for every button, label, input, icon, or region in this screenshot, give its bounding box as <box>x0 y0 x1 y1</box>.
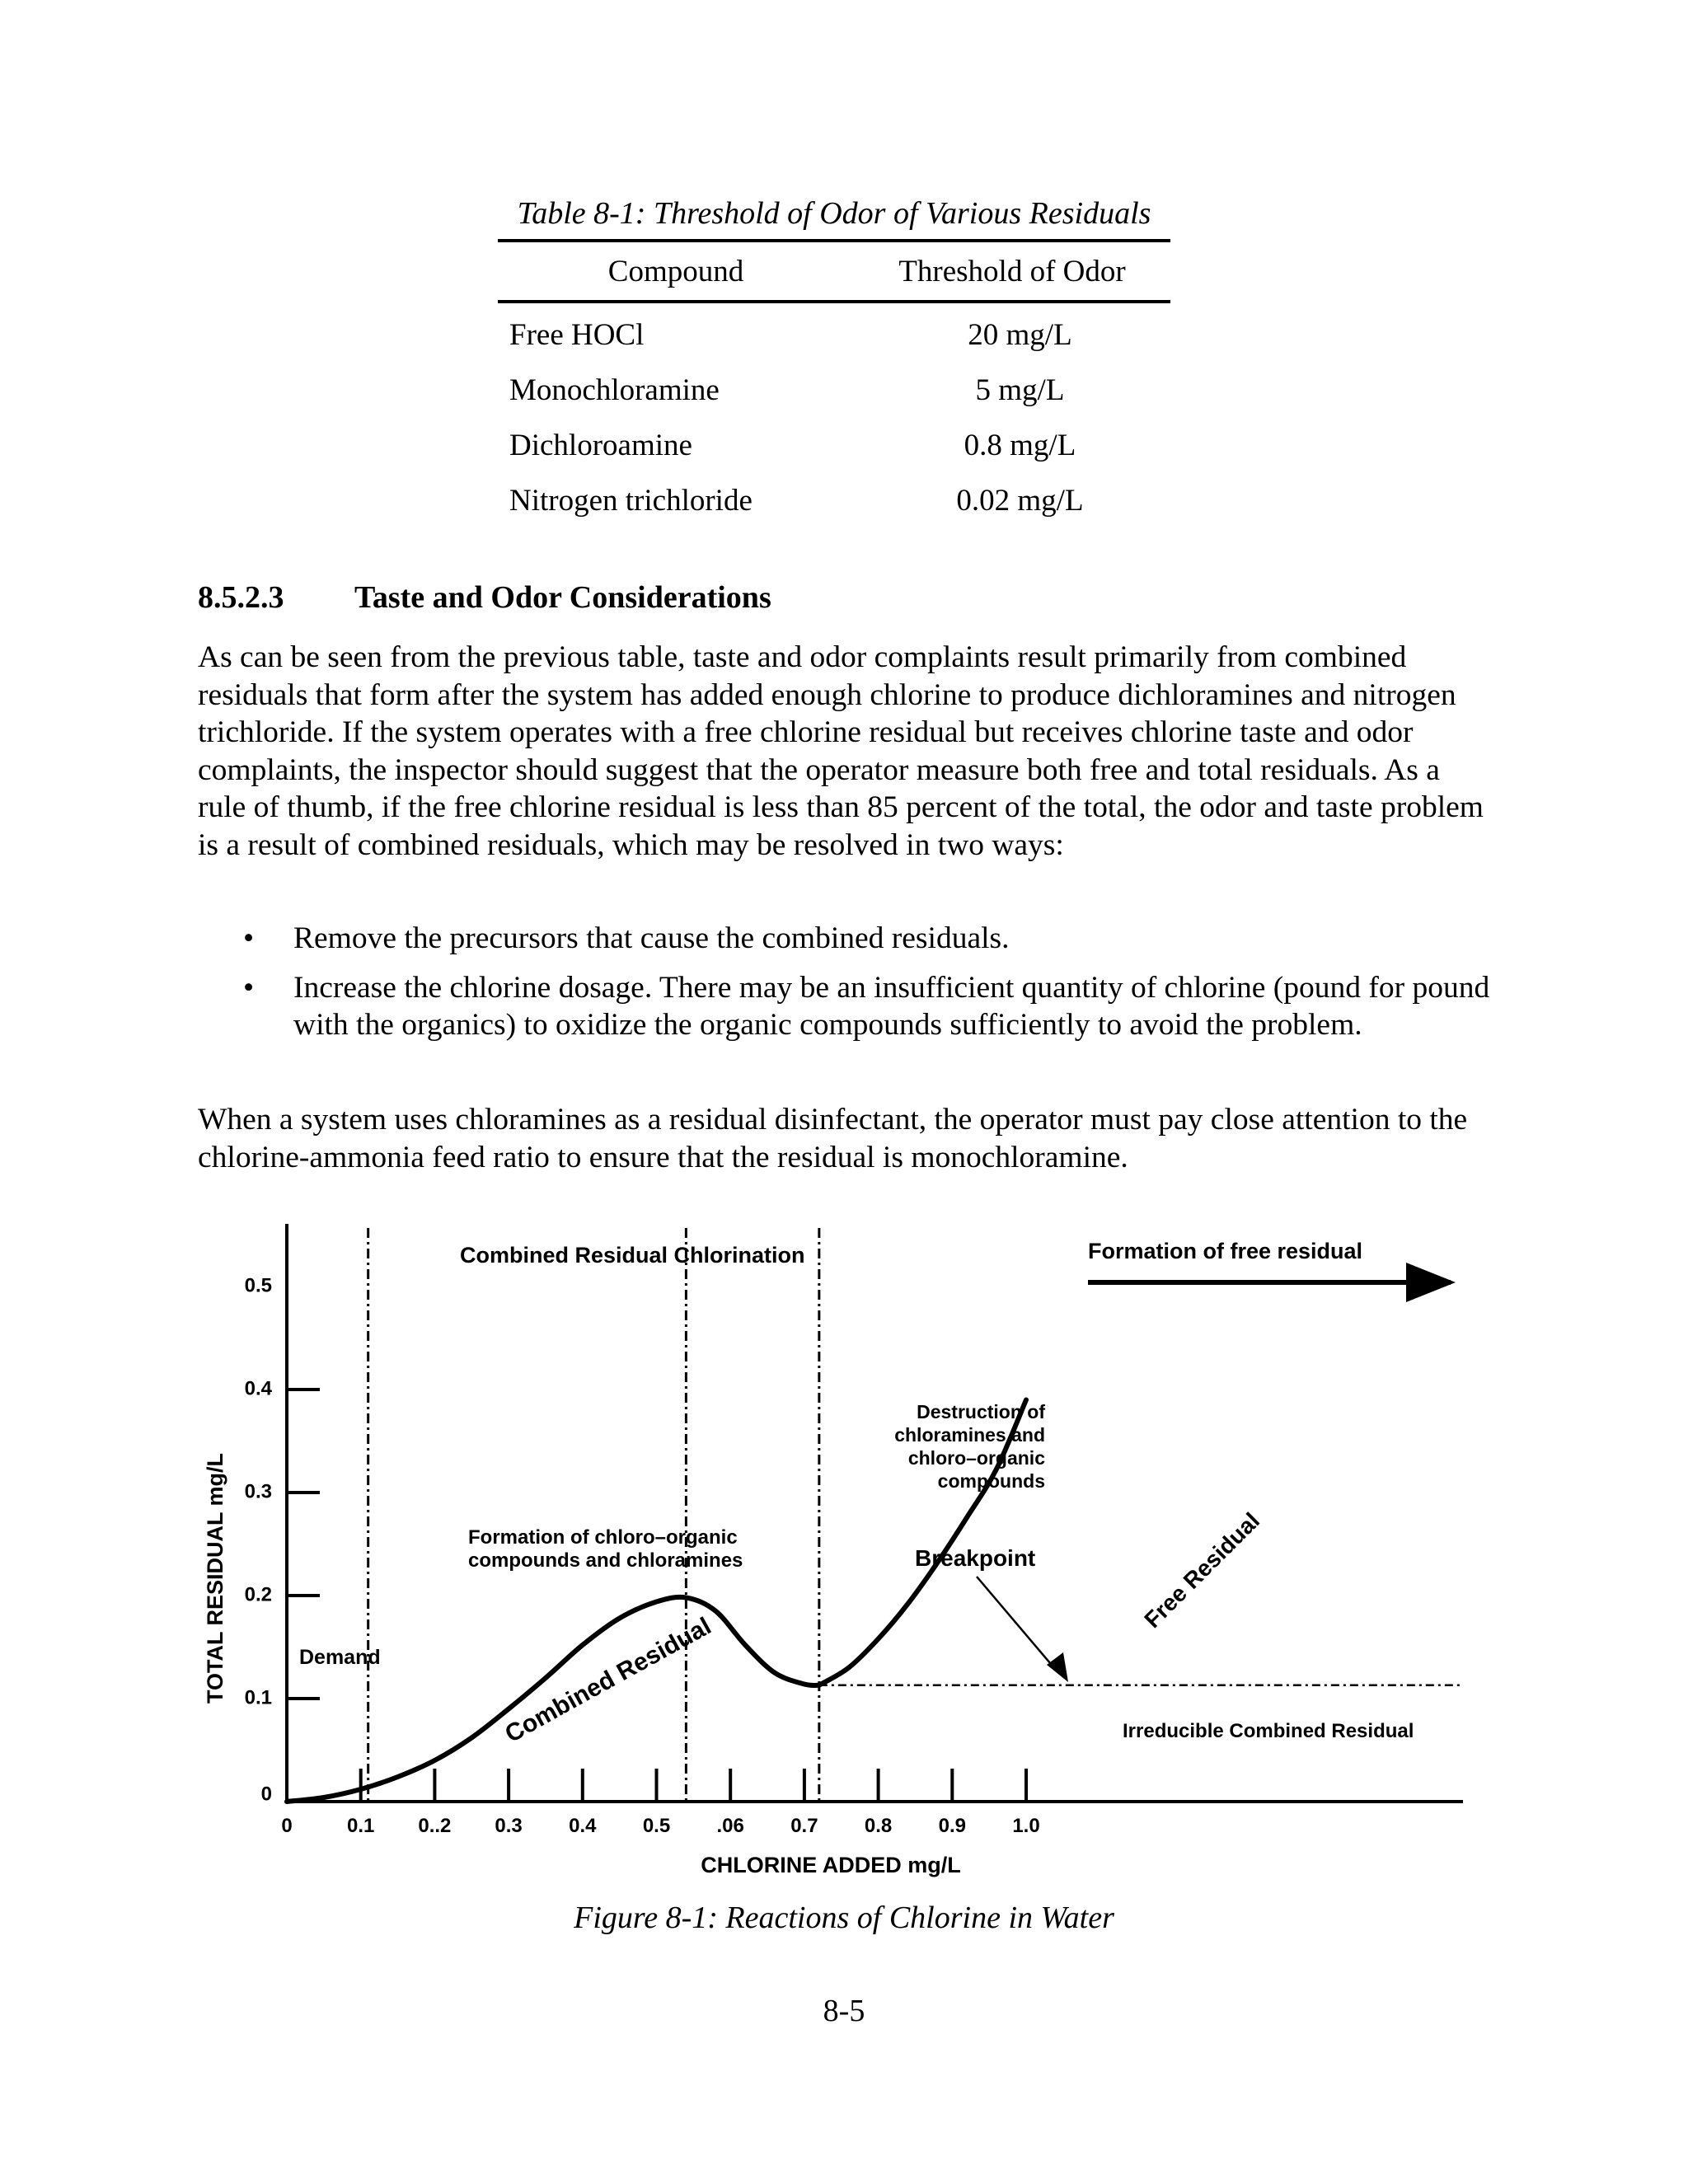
destruction-label: chloro–organic <box>907 1447 1045 1469</box>
section-number: 8.5.2.3 <box>198 580 284 615</box>
x-tick-label: 0 <box>281 1815 293 1837</box>
x-tick-label: 0.5 <box>642 1815 671 1837</box>
y-tick-label: 0.1 <box>244 1686 272 1709</box>
destruction-label: chloramines and <box>894 1424 1045 1446</box>
y-tick-label: 0.5 <box>244 1274 272 1297</box>
demand-label: Demand <box>299 1646 381 1669</box>
bullet-icon: • <box>243 970 255 1005</box>
y-ticks <box>245 1274 320 1805</box>
x-tick-label: 1.0 <box>1012 1815 1040 1837</box>
compound-cell: Monochloramine <box>509 373 720 407</box>
header-compound: Compound <box>498 241 854 302</box>
bullet-icon: • <box>243 921 255 955</box>
compound-cell: Dichloroamine <box>509 429 692 462</box>
free-curve-label: Free Residual <box>1139 1507 1265 1633</box>
x-tick-label: 0.8 <box>864 1815 893 1837</box>
figure-caption: Figure 8-1: Reactions of Chlorine in Water <box>574 1900 1114 1935</box>
x-tick-label: 0.4 <box>569 1815 597 1837</box>
combined-region-label: Combined Residual Chlorination <box>460 1243 805 1268</box>
odor-threshold-table <box>498 191 1170 528</box>
free-region-label: Formation of free residual <box>1088 1239 1363 1263</box>
body-paragraph: As can be seen from the previous table, taste and odor complaints result primarily from combined residuals that form after the system has added enough chlorine to produce dichloramines and nitrogen trichloride. If the system operates with a free chlorine residual but receives chlorine taste and odor complaints, the inspector should suggest that the operator measure both free and total residuals. As a rule of thumb, if the free chlorine residual is less than 85 percent of the total, the odor and taste problem is a result of combined residuals, which may be resolved in two ways: <box>198 640 1484 862</box>
x-tick-label: .06 <box>716 1815 744 1837</box>
destruction-label: compounds <box>937 1470 1045 1492</box>
list-item <box>198 920 1500 958</box>
threshold-cell: 5 mg/L <box>975 373 1065 407</box>
threshold-cell: 0.8 mg/L <box>964 429 1076 462</box>
table-row <box>498 302 1170 363</box>
breakpoint-arrow-icon <box>977 1577 1055 1669</box>
section-title: Taste and Odor Considerations <box>354 580 771 615</box>
header-threshold: Threshold of Odor <box>854 241 1170 302</box>
table-row <box>498 418 1170 473</box>
table <box>498 239 1170 528</box>
table-header-row <box>498 241 1170 302</box>
x-tick-label: 0.7 <box>790 1815 818 1837</box>
bullet-list <box>198 920 1500 1056</box>
formation-label: compounds and chloramines <box>468 1549 743 1572</box>
table-row <box>498 473 1170 528</box>
page-number: 8-5 <box>823 1994 865 2028</box>
y-tick-label: 0.3 <box>244 1480 272 1503</box>
chart-svg <box>190 1216 1475 1908</box>
section-heading <box>198 577 771 618</box>
y-tick-label: 0.4 <box>244 1377 272 1400</box>
breakpoint-arrowhead-icon <box>1047 1652 1068 1682</box>
table-caption: Table 8-1: Threshold of Odor of Various Residuals <box>517 196 1151 231</box>
body-paragraph: When a system uses chloramines as a residual disinfectant, the operator must pay close attention to the chlorine-ammonia feed ratio to ensure that the residual is monochloramine. <box>198 1103 1468 1174</box>
list-item <box>198 969 1500 1044</box>
y-tick-label: 0 <box>260 1783 272 1806</box>
table-row <box>498 363 1170 418</box>
y-tick-label: 0.2 <box>244 1583 272 1606</box>
formation-label: Formation of chloro–organic <box>468 1526 738 1549</box>
combined-curve-label: Combined Residual <box>500 1612 716 1749</box>
threshold-cell: 0.02 mg/L <box>956 484 1084 518</box>
list-item-text: Remove the precursors that cause the combined residuals. <box>293 921 1010 955</box>
compound-cell: Nitrogen trichloride <box>509 484 753 518</box>
compound-cell: Free HOCl <box>509 318 645 352</box>
x-axis-title: CHLORINE ADDED mg/L <box>701 1853 961 1877</box>
chlorine-reaction-chart <box>190 1216 1475 1908</box>
breakpoint-label: Breakpoint <box>915 1545 1036 1571</box>
y-axis-title: TOTAL RESIDUAL mg/L <box>203 1452 227 1704</box>
x-tick-label: 0.3 <box>495 1815 523 1837</box>
irreducible-label: Irreducible Combined Residual <box>1123 1720 1414 1742</box>
x-tick-label: 0.9 <box>938 1815 966 1837</box>
x-tick-label: 0.1 <box>347 1815 375 1837</box>
threshold-cell: 20 mg/L <box>968 318 1072 352</box>
x-tick-label: 0..2 <box>418 1815 452 1837</box>
destruction-label: Destruction of <box>917 1401 1045 1422</box>
list-item-text: Increase the chlorine dosage. There may be an insufficient quantity of chlorine (pound for pound with the organics) to oxidize the organic compounds sufficiently to avoid the problem. <box>293 970 1490 1042</box>
